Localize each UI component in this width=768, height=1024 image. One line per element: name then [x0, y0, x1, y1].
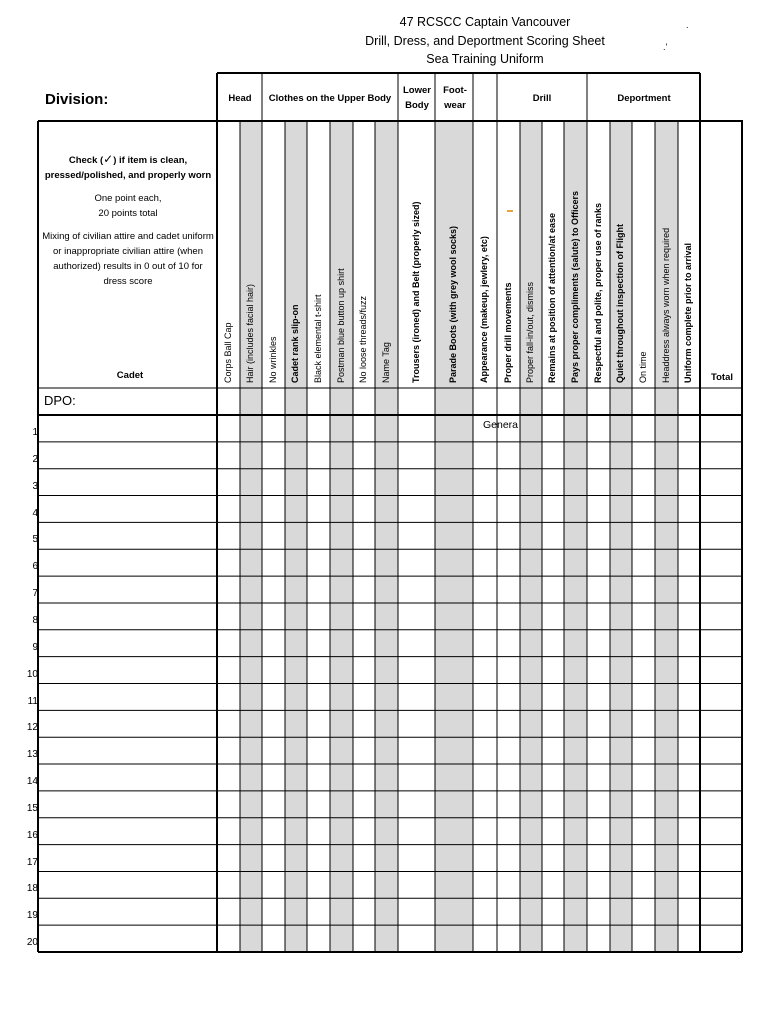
column-header: Remains at position of attention/at ease: [547, 212, 557, 383]
column-header: Postman blue button up shirt: [335, 268, 346, 383]
row-number: 5: [32, 534, 38, 546]
group-header-deportment: Deportment: [617, 92, 671, 104]
shaded-columns: [240, 121, 678, 952]
highlight-mark: [507, 210, 513, 212]
instructions-block: [42, 152, 214, 297]
row-number: 14: [26, 776, 38, 788]
division-label: Division:: [45, 91, 109, 108]
row-number: 1: [32, 427, 38, 438]
points-instruction: One point each, 20 points total: [94, 193, 162, 219]
sheet-title-unit: 47 RCSCC Captain Vancouver: [399, 15, 571, 29]
cadet-column-label: Cadet: [116, 370, 144, 381]
column-header: Parade Boots (with grey wool socks): [448, 225, 458, 383]
row-number: 10: [26, 668, 38, 680]
column-header: Respectful and polite, proper use of ranks: [592, 202, 603, 383]
group-header-drill: Drill: [532, 92, 552, 104]
group-header-clothes-upper: Clothes on the Upper Body: [268, 92, 392, 104]
row-number: 15: [26, 802, 38, 814]
scan-speck: .': [663, 42, 668, 52]
scan-speck: .: [686, 20, 689, 30]
dpo-label: DPO:: [44, 393, 76, 408]
mixing-rule: Mixing of civilian attire and cadet uniform or inappropriate civilian attire (when authorized) results in 0 out of 10 for dress score: [42, 231, 214, 287]
row-number: 17: [26, 856, 38, 868]
row-number: 12: [26, 722, 38, 734]
check-instruction: Check (✓) if item is clean, pressed/polished, and properly worn: [44, 152, 212, 181]
group-header-head: Head: [228, 92, 252, 104]
row-number: 4: [32, 507, 38, 519]
column-header: Trousers (ironed) and Belt (properly sized): [410, 201, 421, 383]
column-header: Proper drill movements: [502, 282, 513, 383]
row-number: 19: [26, 910, 38, 922]
column-header: Pays proper compliments (salute) to Officers: [569, 190, 580, 383]
column-header: Corps Ball Cap: [222, 322, 233, 383]
sheet-title-name: Drill, Dress, and Deportment Scoring Sheet: [365, 34, 605, 48]
row-number: 20: [26, 937, 38, 949]
column-header: Uniform complete prior to arrival: [683, 242, 693, 383]
column-header: Proper fall-in/out, dismiss: [525, 281, 535, 383]
row-number: 3: [32, 480, 38, 492]
row-number: 11: [27, 695, 38, 707]
sheet-title-uniform: Sea Training Uniform: [426, 52, 544, 66]
general-note: Genera: [483, 419, 519, 431]
column-header: Cadet rank slip-on: [290, 304, 300, 383]
column-header: Hair (includes facial hair): [245, 283, 255, 383]
column-header: On time: [637, 351, 648, 383]
column-header: No wrinkles: [267, 336, 278, 383]
row-number: 2: [32, 453, 38, 465]
checkmark-icon: ✓: [103, 152, 114, 166]
group-header-lower-body: Lower Body: [403, 85, 431, 111]
column-header: Appearance (makeup, jewlery, etc): [479, 236, 489, 383]
column-header: Name Tag: [380, 342, 391, 383]
column-header: Black elemental t-shirt: [312, 294, 323, 383]
row-number: 8: [32, 614, 38, 626]
group-header-footwear: Foot-wear: [443, 85, 467, 111]
row-number: 16: [26, 829, 38, 841]
total-column-label: Total: [711, 372, 733, 383]
row-number: 6: [32, 561, 38, 573]
column-header: No loose threads/fuzz: [358, 295, 368, 383]
row-number: 9: [32, 641, 38, 653]
column-header: Quiet throughout inspection of Flight: [615, 224, 625, 383]
row-number: 7: [32, 588, 38, 600]
row-number: 18: [26, 883, 38, 895]
column-header: Headdress always worn when required: [660, 227, 671, 383]
row-number: 13: [26, 749, 38, 761]
